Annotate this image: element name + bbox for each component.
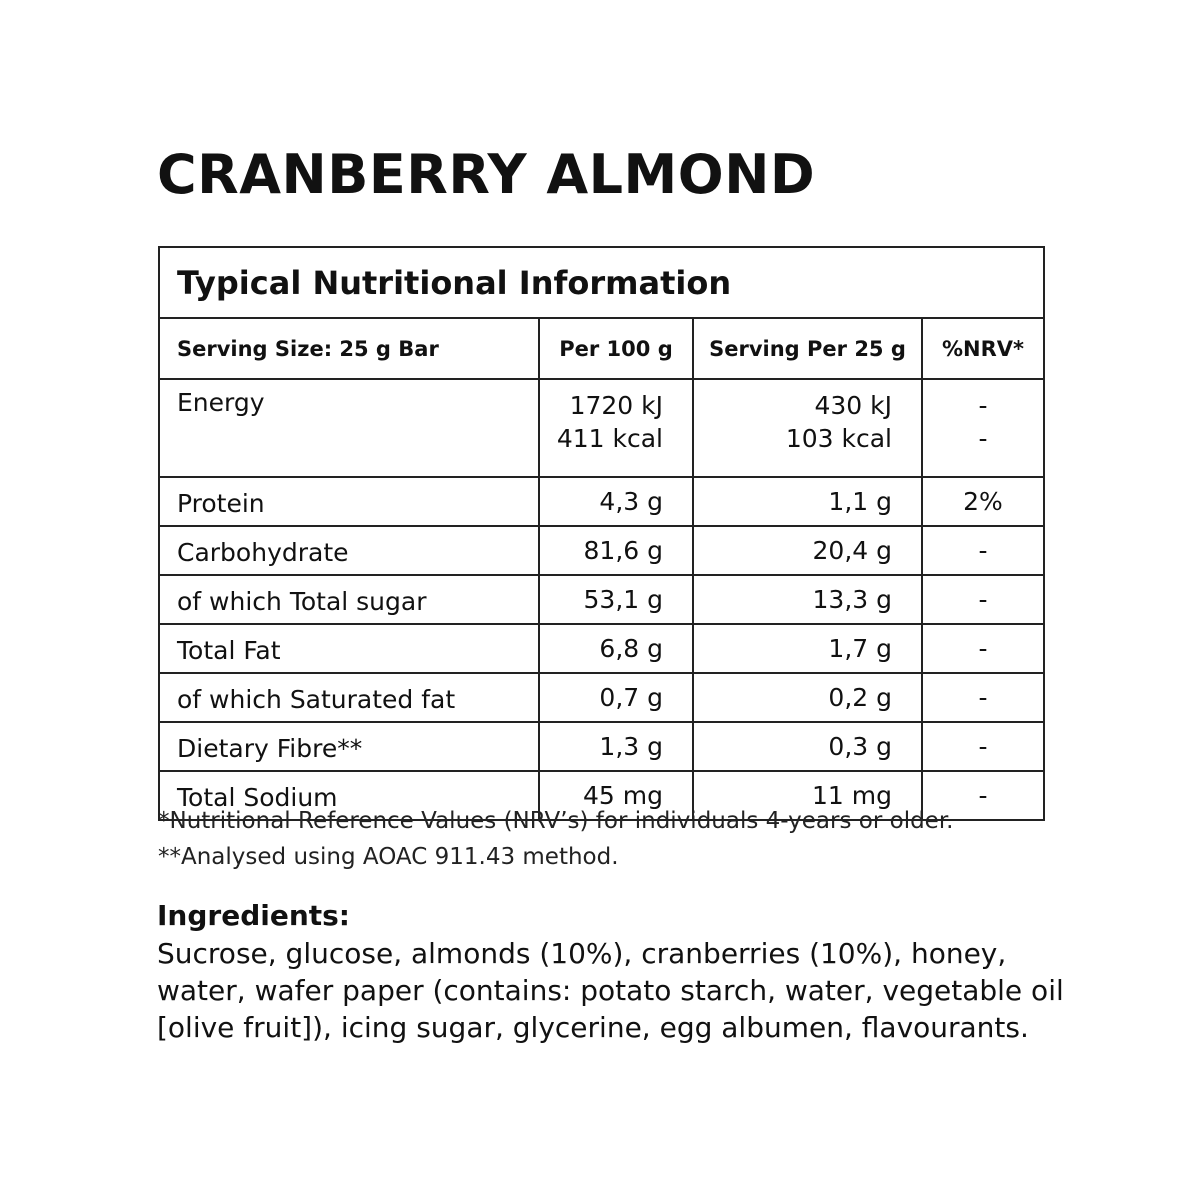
table-row-carbohydrate	[159, 526, 1044, 575]
nutrient-name: Energy	[159, 379, 539, 477]
value-kj: 1720 kJ	[569, 391, 663, 420]
nutrient-name: Total Fat	[159, 624, 539, 673]
table-row-total-sugar	[159, 575, 1044, 624]
value-per-25g: 11 mg	[693, 771, 922, 820]
value-nrv	[922, 379, 1044, 477]
value-nrv: -	[922, 526, 1044, 575]
column-header-per-100g: Per 100 g	[539, 318, 693, 379]
value-kcal: 411 kcal	[556, 424, 663, 453]
value-per-25g: 20,4 g	[693, 526, 922, 575]
nutrient-name: Carbohydrate	[159, 526, 539, 575]
table-row-protein	[159, 477, 1044, 526]
table-row-dietary-fibre	[159, 722, 1044, 771]
value-per-100g: 4,3 g	[539, 477, 693, 526]
column-header-per-25g: Serving Per 25 g	[693, 318, 922, 379]
value-nrv-kj: -	[978, 391, 988, 420]
value-nrv: -	[922, 771, 1044, 820]
column-header-row	[159, 318, 1044, 379]
footnote-analysis-method: **Analysed using AOAC 911.43 method.	[158, 844, 619, 870]
value-nrv: 2%	[922, 477, 1044, 526]
value-per-100g: 1,3 g	[539, 722, 693, 771]
column-header-nrv: %NRV*	[922, 318, 1044, 379]
footnotes	[158, 803, 954, 875]
value-per-100g: 81,6 g	[539, 526, 693, 575]
value-nrv: -	[922, 722, 1044, 771]
table-row-energy	[159, 379, 1044, 477]
value-per-25g	[693, 379, 922, 477]
table-row-total-fat	[159, 624, 1044, 673]
value-per-100g: 45 mg	[539, 771, 693, 820]
value-kj: 430 kJ	[814, 391, 892, 420]
value-per-100g	[539, 379, 693, 477]
value-nrv: -	[922, 624, 1044, 673]
ingredients-line: water, wafer paper (contains: potato starch, water, vegetable oil	[157, 974, 1064, 1007]
value-per-100g: 53,1 g	[539, 575, 693, 624]
value-per-25g: 1,7 g	[693, 624, 922, 673]
nutrient-name: Protein	[159, 477, 539, 526]
ingredients-list	[157, 935, 1064, 1046]
ingredients-heading: Ingredients:	[157, 899, 351, 932]
ingredients-line: [olive fruit]), icing sugar, glycerine, egg albumen, flavourants.	[157, 1011, 1029, 1044]
value-kcal: 103 kcal	[785, 424, 892, 453]
table-row-saturated-fat	[159, 673, 1044, 722]
value-nrv: -	[922, 575, 1044, 624]
table-heading: Typical Nutritional Information	[159, 247, 1044, 318]
value-per-25g: 1,1 g	[693, 477, 922, 526]
footnote-nrv: *Nutritional Reference Values (NRV’s) for individuals 4-years or older.	[158, 808, 954, 834]
value-per-25g: 0,3 g	[693, 722, 922, 771]
nutrient-name: Dietary Fibre**	[159, 722, 539, 771]
value-nrv: -	[922, 673, 1044, 722]
nutrition-table	[158, 246, 1045, 821]
product-title: CRANBERRY ALMOND	[157, 143, 816, 206]
value-per-25g: 0,2 g	[693, 673, 922, 722]
nutrient-name: of which Saturated fat	[159, 673, 539, 722]
column-header-serving-size: Serving Size: 25 g Bar	[159, 318, 539, 379]
value-per-25g: 13,3 g	[693, 575, 922, 624]
nutrient-name: of which Total sugar	[159, 575, 539, 624]
value-per-100g: 0,7 g	[539, 673, 693, 722]
value-per-100g: 6,8 g	[539, 624, 693, 673]
nutrient-name: Total Sodium	[159, 771, 539, 820]
value-nrv-kcal: -	[978, 424, 988, 453]
table-heading-row	[159, 247, 1044, 318]
ingredients-line: Sucrose, glucose, almonds (10%), cranberries (10%), honey,	[157, 937, 1007, 970]
